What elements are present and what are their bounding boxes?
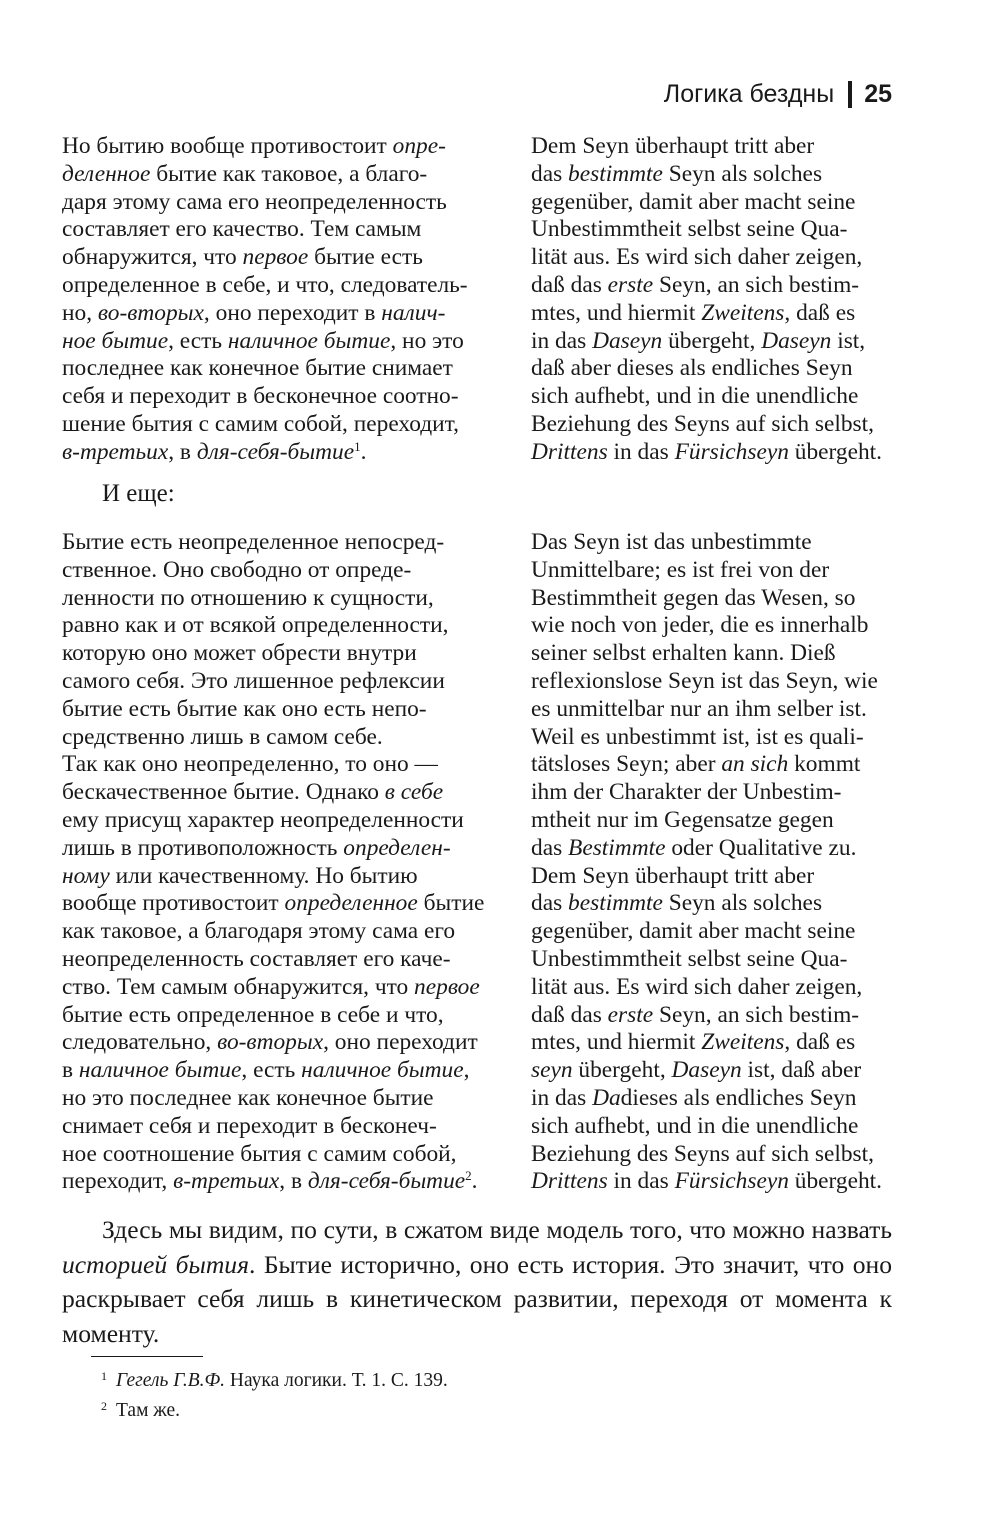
italic-run: историей бытия [62, 1249, 250, 1279]
italic-run: ное бытие [62, 327, 169, 354]
footnote-1 [101, 1370, 448, 1392]
footnote-1-text: Наука логики. Т. 1. С. 139. [225, 1370, 448, 1391]
italic-run: Da [592, 1084, 621, 1111]
italic-run: erste [607, 271, 654, 298]
footnote-2-text: Там же. [116, 1400, 181, 1421]
footnote-1-mark: 1 [101, 1369, 107, 1383]
italic-run: первое [414, 973, 480, 1000]
footnote-2 [101, 1400, 180, 1422]
italic-run: в-третьих [173, 1168, 280, 1195]
italic-run: во-вторых [97, 299, 204, 326]
main-paragraph [62, 1213, 892, 1351]
italic-run: первое [242, 244, 309, 271]
footnote-ref: 2 [465, 1168, 472, 1184]
italic-run: для-себя-бытие [307, 1168, 466, 1195]
italic-run: во-вторых [217, 1029, 324, 1056]
quote1-german: Dem Seyn überhaupt tritt aber das bestimmte Seyn als solches gegenüber, damit aber macht seine Unbestimmtheit selbst seine Qua- lität aus. Es wird sich daher zeigen, daß das erste Seyn, an sich bestim- mtes, und hiermit Zweitens, daß es in das Daseyn übergeht, Daseyn ist, daß aber dieses als endliches Seyn sich aufhebt, und in die unendliche Beziehung des Seyns auf sich selbst, Drittens in das Fürsichseyn übergeht. [531, 133, 883, 465]
italic-run: в-третьих [62, 438, 169, 465]
footnote-2-mark: 2 [101, 1399, 107, 1413]
italic-run: Daseyn [761, 327, 832, 354]
italic-run: определен- [343, 834, 451, 861]
italic-run: ному [62, 862, 110, 889]
italic-run: Drittens [531, 438, 608, 465]
italic-run: erste [607, 1001, 654, 1028]
italic-run: bestimmte [568, 890, 663, 917]
italic-run: an sich [721, 751, 789, 778]
quote2-russian: Бытие есть неопределенное непосред- ственное. Оно свободно от опреде- ленности по отношению к сущности, равно как и от всякой определенности, которую оно может обрести внутри самого себя. Это лишенное рефлексии бытие есть бытие как оно есть непо- средственно лишь в самом себе. Так как оно неопределенно, то оно — бескачественное бытие. Однако в себе ему присущ характер неопределенности лишь в противоположность определен- ному или качественному. Но бытию вообще противостоит определенное бытие как таковое, а благодаря этому сама его неопределенность составляет его каче- ство. Тем самым обнаружится, что первое бытие есть определенное в себе и что, следовательно, во-вторых, оно переходит в наличное бытие, есть наличное бытие, но это последнее как конечное бытие снимает себя и переходит в бесконеч- ное соотношение бытия с самим собой, переходит, в-третьих, в для-себя-бытие$^2$. [62, 529, 485, 1195]
italic-run: для-себя-бытие [196, 438, 355, 465]
page-number: 25 [864, 80, 892, 108]
italic-run: в себе [384, 779, 444, 806]
italic-run: Daseyn [671, 1057, 742, 1084]
italic-run: Fürsichseyn [674, 1168, 789, 1195]
italic-run: наличное бытие [78, 1057, 242, 1084]
italic-run: опре- [392, 133, 446, 159]
italic-run: наличное бытие [227, 327, 391, 354]
main-paragraph-text: Здесь мы видим, по сути, в сжатом виде модель того, что можно назвать историей бытия. Бытие исторично, оно есть история. Это значит, что оно раскрывает себя лишь в кинетическом развитии, переходя от момента к моменту. [62, 1215, 892, 1348]
italic-run: деленное [62, 160, 151, 187]
italic-run: Drittens [531, 1168, 608, 1195]
running-header [664, 80, 892, 109]
italic-run: определенное [284, 890, 418, 917]
quote1-russian: Но бытию вообще противостоит опре- деленное бытие как таковое, а благо- даря этому сама его неопределенность составляет его качество. Тем самым обнаружится, что первое бытие есть определенное в себе, и что, следователь- но, во-вторых, оно переходит в налич- ное бытие, есть наличное бытие, но это последнее как конечное бытие снимает себя и переходит в бесконечное соотно- шение бытия с самим собой, переходит, в-третьих, в для-себя-бытие$^1$. [62, 133, 468, 465]
italic-run: Zweitens [701, 1029, 785, 1056]
italic-run: Zweitens [701, 299, 785, 326]
footnote-rule [91, 1356, 203, 1357]
running-title: Логика бездны [663, 80, 835, 108]
italic-run: наличное бытие [301, 1057, 464, 1084]
italic-run: Fürsichseyn [674, 438, 789, 465]
and-more-heading: И еще: [102, 480, 175, 507]
italic-run: налич- [381, 299, 446, 326]
italic-run: bestimmte [568, 160, 663, 187]
footnote-1-author: Гегель Г.В.Ф. [116, 1370, 226, 1391]
italic-run: seyn [531, 1057, 573, 1084]
footnote-ref: 1 [354, 438, 361, 454]
italic-run: Bestimmte [568, 834, 666, 861]
quote2-german: Das Seyn ist das unbestimmte Unmittelbare; es ist frei von der Bestimmtheit gegen das Wesen, so wie noch von jeder, die es innerhalb seiner selbst erhalten kann. Dieß reflexionslose Seyn ist das Seyn, wie es unmittelbar nur an ihm selber ist. Weil es unbestimmt ist, ist es quali- tätsloses Seyn; aber an sich kommt ihm der Charakter der Unbestim- mtheit nur im Gegensatze gegen das Bestimmte oder Qualitative zu. Dem Seyn überhaupt tritt aber das bestimmte Seyn als solches gegenüber, damit aber macht seine Unbestimmtheit selbst seine Qua- lität aus. Es wird sich daher zeigen, daß das erste Seyn, an sich bestim- mtes, und hiermit Zweitens, daß es seyn übergeht, Daseyn ist, daß aber in das Dadieses als endliches Seyn sich aufhebt, und in die unendliche Beziehung des Seyns auf sich selbst, Drittens in das Fürsichseyn übergeht. [531, 529, 883, 1195]
italic-run: Daseyn [592, 327, 663, 354]
header-separator [848, 81, 852, 108]
